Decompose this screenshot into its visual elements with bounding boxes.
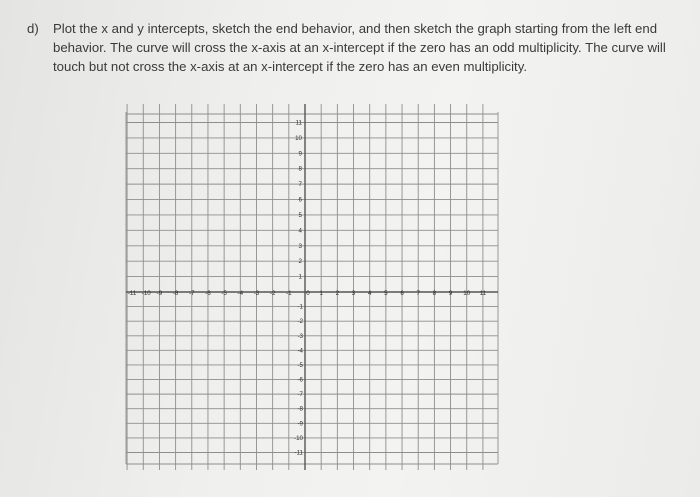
y-tick-label: 9: [298, 150, 302, 158]
x-tick-label: -8: [172, 290, 179, 297]
x-tick-label: -10: [141, 290, 151, 297]
x-tick-label: -1: [286, 290, 292, 297]
y-tick-label: 5: [298, 211, 302, 219]
x-tick-label: -11: [127, 290, 137, 297]
x-tick-label: 8: [432, 290, 437, 297]
y-tick-label: -3: [297, 332, 303, 340]
x-tick-label: -5: [221, 290, 227, 297]
x-tick-label: 0: [306, 290, 310, 297]
x-tick-label: 11: [479, 290, 487, 297]
y-tick-label: -10: [294, 434, 303, 442]
x-tick-label: 4: [367, 290, 372, 297]
x-tick-label: -3: [253, 290, 260, 297]
y-tick-label: 11: [295, 119, 302, 127]
y-tick-label: -8: [297, 405, 303, 413]
y-tick-label: -4: [297, 347, 303, 355]
y-tick-label: -9: [297, 420, 303, 428]
x-tick-label: -9: [156, 290, 163, 297]
y-tick-label: 10: [295, 134, 302, 142]
y-tick-label: -7: [297, 391, 303, 399]
y-tick-label: -11: [294, 449, 303, 457]
x-tick-label: 7: [416, 290, 420, 297]
y-tick-label: 2: [298, 258, 302, 266]
y-tick-label: 3: [298, 242, 302, 250]
x-tick-label: -2: [269, 290, 276, 297]
x-tick-label: 6: [400, 290, 404, 297]
y-tick-label: -5: [297, 361, 303, 369]
x-tick-label: 2: [335, 290, 340, 297]
x-tick-label: 3: [351, 290, 356, 297]
x-tick-label: -6: [205, 290, 211, 297]
x-tick-label: -7: [189, 290, 195, 297]
y-tick-label: 6: [298, 196, 302, 204]
x-tick-label: 9: [448, 290, 453, 297]
y-tick-label: 4: [298, 227, 302, 235]
problem-label: d): [27, 21, 39, 36]
x-tick-label: 1: [319, 290, 323, 297]
x-tick-label: -4: [237, 290, 244, 297]
x-tick-label: 10: [463, 290, 471, 297]
y-tick-label: 7: [298, 181, 302, 189]
y-tick-label: -1: [297, 303, 303, 311]
y-tick-label: -6: [297, 376, 303, 384]
x-tick-label: 5: [384, 290, 388, 297]
y-tick-label: -2: [297, 318, 303, 326]
y-tick-label: 1: [298, 273, 302, 281]
y-tick-label: 8: [298, 165, 302, 173]
problem-text: Plot the x and y intercepts, sketch the end behavior, and then sketch the graph starting from the left end behavior. The curve will cross the x-axis at an x-intercept if the zero has an odd multiplicity. The curve will touch but not cross the x-axis at an x-intercept if the zero has an even multiplicity.: [53, 21, 666, 74]
